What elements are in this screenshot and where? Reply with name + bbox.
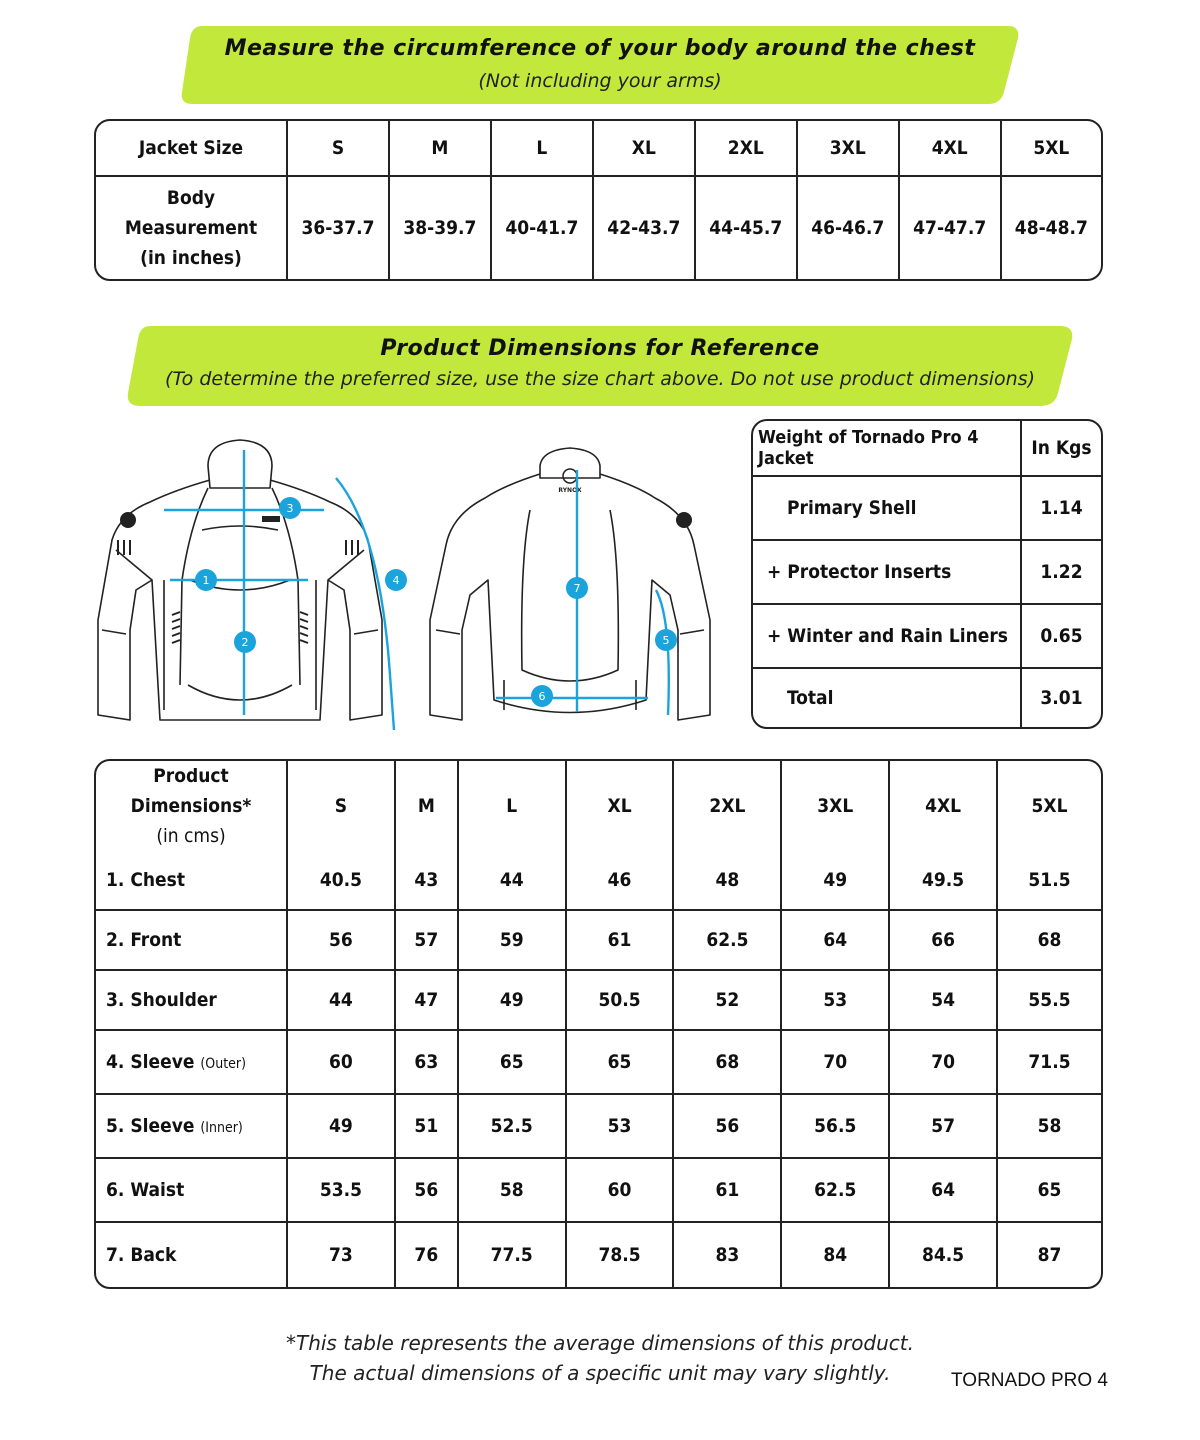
dimensions-value-cell: 46 — [567, 851, 675, 911]
size-header-cell: S — [288, 761, 396, 851]
dimensions-value-cell: 63 — [396, 1031, 459, 1095]
marker-4-icon — [385, 569, 407, 591]
dimensions-value-cell: 47 — [396, 971, 459, 1031]
weight-row-label: Primary Shell — [753, 477, 1022, 541]
dimensions-row — [96, 971, 1101, 1031]
product-dimensions-table — [94, 759, 1103, 1289]
dimensions-row-label: 5. Sleeve — [106, 1115, 195, 1137]
dimensions-value-cell: 60 — [567, 1159, 675, 1223]
size-header-cell: 3XL — [798, 121, 900, 177]
dimensions-value-cell: 52.5 — [459, 1095, 567, 1159]
back-brand-mark: RYNOX — [558, 487, 582, 494]
dimensions-value-cell: 58 — [998, 1095, 1101, 1159]
size-header-cell: 5XL — [1002, 121, 1101, 177]
size-header-cell: XL — [594, 121, 696, 177]
marker-7-icon — [566, 577, 588, 599]
dimensions-row-label-cell — [96, 1159, 288, 1223]
back-logo-icon — [563, 469, 577, 483]
weight-header-row — [753, 421, 1101, 477]
dimensions-row — [96, 1159, 1101, 1223]
dimensions-value-cell: 49.5 — [890, 851, 998, 911]
dimensions-row-label: 2. Front — [106, 929, 182, 951]
dimensions-row-label: 7. Back — [106, 1244, 177, 1266]
dimensions-value-cell: 44 — [288, 971, 396, 1031]
size-header-cell: 4XL — [890, 761, 998, 851]
size-header-cell: 2XL — [696, 121, 798, 177]
weight-row-value: 1.22 — [1022, 541, 1101, 605]
marker-1-icon — [195, 569, 217, 591]
marker-label: 1 — [202, 574, 210, 587]
dimensions-value-cell: 57 — [396, 911, 459, 971]
weight-table — [751, 419, 1103, 729]
dimensions-value-cell: 52 — [674, 971, 782, 1031]
body-measurement-value: 48-48.7 — [1014, 217, 1088, 239]
dimensions-row-note: (Inner) — [200, 1120, 243, 1136]
body-measurement-value: 47-47.7 — [900, 177, 1002, 279]
dimensions-value-cell: 62.5 — [782, 1159, 890, 1223]
front-logo-patch — [262, 516, 280, 522]
dimensions-value-cell: 54 — [890, 971, 998, 1031]
chest-banner-subtitle: (Not including your arms) — [478, 70, 722, 92]
dimensions-value-cell: 44 — [459, 851, 567, 911]
dimensions-value-cell: 84.5 — [890, 1223, 998, 1287]
footnote-line-2: The actual dimensions of a specific unit may vary slightly. — [309, 1361, 891, 1385]
dimensions-banner — [126, 322, 1074, 408]
dimensions-value-cell: 65 — [567, 1031, 675, 1095]
marker-3-icon — [279, 497, 301, 519]
dimensions-value-cell: 64 — [782, 911, 890, 971]
dimensions-value-cell: 62.5 — [674, 911, 782, 971]
dimensions-row-label-cell — [96, 1095, 288, 1159]
body-measurement-value: 46-46.7 — [798, 177, 900, 279]
dimensions-value-cell: 51 — [396, 1095, 459, 1159]
body-measurement-value: 44-45.7 — [696, 177, 798, 279]
dimensions-value-cell: 70 — [782, 1031, 890, 1095]
marker-label: 7 — [573, 582, 581, 595]
size-header-cell: M — [390, 121, 492, 177]
footnote-line-1: *This table represents the average dimensions of this product. — [285, 1331, 914, 1355]
size-chart-header-label: Jacket Size — [96, 121, 288, 177]
dimensions-value-cell: 40.5 — [288, 851, 396, 911]
dimensions-row-label: 4. Sleeve — [106, 1051, 195, 1073]
dimensions-value-cell: 53 — [782, 971, 890, 1031]
product-name-tag: TORNADO PRO 4 — [951, 1370, 1108, 1391]
dimensions-header-unit: (in cms) — [156, 825, 226, 847]
dimensions-row — [96, 1223, 1101, 1287]
dimensions-header-row — [96, 761, 1101, 851]
dimensions-value-cell: 56.5 — [782, 1095, 890, 1159]
dimensions-value-cell: 87 — [1037, 1244, 1062, 1266]
jacket-illustration — [90, 430, 730, 730]
dimensions-value-cell: 49 — [288, 1095, 396, 1159]
weight-row — [753, 605, 1101, 669]
body-measurement-value: 38-39.7 — [390, 177, 492, 279]
marker-label: 2 — [241, 636, 249, 649]
weight-row-value: 3.01 — [1040, 687, 1083, 709]
dimensions-row-label: 1. Chest — [106, 869, 185, 891]
body-measurement-label-line: Measurement — [124, 217, 258, 239]
dimensions-row-label-cell — [96, 1223, 288, 1287]
body-measurement-label-line: (in inches) — [140, 247, 242, 269]
dimensions-value-cell: 83 — [674, 1223, 782, 1287]
marker-5-icon — [655, 629, 677, 651]
weight-header-label: Weight of Tornado Pro 4 Jacket — [753, 421, 1022, 477]
body-measurement-row — [96, 177, 1101, 279]
body-measurement-value: 40-41.7 — [492, 177, 594, 279]
dimensions-row-label-cell — [96, 851, 288, 911]
weight-row-label: + Winter and Rain Liners — [753, 605, 1022, 669]
dimensions-value-cell: 53 — [567, 1095, 675, 1159]
dimensions-row-label-cell — [96, 911, 288, 971]
dimensions-value-cell: 59 — [459, 911, 567, 971]
dimensions-row — [96, 851, 1101, 911]
weight-row — [753, 477, 1101, 541]
dimensions-corner-cell — [96, 761, 288, 851]
dimensions-row-note: (Outer) — [200, 1056, 246, 1072]
chest-banner-title: Measure the circumference of your body around the chest — [224, 36, 976, 61]
size-header-cell: 2XL — [674, 761, 782, 851]
dimensions-value-cell: 84 — [782, 1223, 890, 1287]
size-header-cell: L — [492, 121, 594, 177]
dimensions-value-cell: 56 — [396, 1159, 459, 1223]
marker-label: 3 — [286, 502, 294, 515]
dimensions-value-cell: 49 — [459, 971, 567, 1031]
marker-label: 6 — [538, 690, 546, 703]
dimensions-value-cell: 55.5 — [998, 971, 1101, 1031]
weight-row-label: + Protector Inserts — [753, 541, 1022, 605]
dimensions-value-cell: 66 — [890, 911, 998, 971]
dimensions-row-label-cell — [96, 1031, 288, 1095]
dimensions-row-label-cell — [96, 971, 288, 1031]
dimensions-value-cell: 64 — [890, 1159, 998, 1223]
dimensions-value-cell: 49 — [782, 851, 890, 911]
dimensions-value-cell: 56 — [288, 911, 396, 971]
size-header-cell: XL — [567, 761, 675, 851]
shoulder-emblem-icon — [676, 512, 692, 528]
dimensions-value-cell: 58 — [459, 1159, 567, 1223]
banner-shape — [180, 22, 1020, 106]
dimensions-row — [96, 1031, 1101, 1095]
size-chart-header-row — [96, 121, 1101, 177]
marker-6-icon — [531, 685, 553, 707]
dimensions-value-cell: 68 — [674, 1031, 782, 1095]
dimensions-value-cell: 57 — [890, 1095, 998, 1159]
dimensions-value-cell: 76 — [396, 1223, 459, 1287]
size-header-cell: 5XL — [1031, 795, 1068, 817]
dimensions-header-title: Product Dimensions* — [130, 765, 252, 817]
dimensions-value-cell: 65 — [998, 1159, 1101, 1223]
dimensions-banner-title: Product Dimensions for Reference — [380, 336, 820, 361]
size-header-cell: L — [459, 761, 567, 851]
dimensions-value-cell: 60 — [288, 1031, 396, 1095]
dimensions-banner-subtitle: (To determine the preferred size, use the size chart above. Do not use product dimensions) — [164, 368, 1036, 390]
dimensions-value-cell: 48 — [674, 851, 782, 911]
weight-unit-label: In Kgs — [1022, 421, 1101, 477]
dimensions-value-cell: 53.5 — [288, 1159, 396, 1223]
weight-row-value: 0.65 — [1022, 605, 1101, 669]
body-measurement-value: 42-43.7 — [594, 177, 696, 279]
size-header-cell: 3XL — [782, 761, 890, 851]
weight-row — [753, 669, 1101, 727]
dimensions-value-cell: 65 — [459, 1031, 567, 1095]
dimensions-value-cell: 43 — [396, 851, 459, 911]
body-measurement-label-line: Body — [166, 187, 216, 209]
shoulder-emblem-icon — [120, 512, 136, 528]
body-measurement-value: 36-37.7 — [288, 177, 390, 279]
dimensions-value-cell: 50.5 — [567, 971, 675, 1031]
weight-row-value: 1.14 — [1022, 477, 1101, 541]
dimensions-value-cell: 56 — [674, 1095, 782, 1159]
dimensions-row-label: 6. Waist — [106, 1179, 185, 1201]
dimensions-value-cell: 71.5 — [998, 1031, 1101, 1095]
size-header-cell: S — [288, 121, 390, 177]
marker-label: 5 — [662, 634, 670, 647]
weight-row-label: Total — [753, 669, 1022, 727]
dimensions-value-cell: 61 — [567, 911, 675, 971]
size-header-cell: 4XL — [900, 121, 1002, 177]
dimensions-value-cell: 68 — [998, 911, 1101, 971]
dimensions-row — [96, 1095, 1101, 1159]
banner-shape — [126, 322, 1074, 408]
dimensions-row-label: 3. Shoulder — [106, 989, 217, 1011]
dimensions-value-cell: 61 — [674, 1159, 782, 1223]
size-chart-table — [94, 119, 1103, 281]
dimensions-value-cell: 51.5 — [998, 851, 1101, 911]
dimensions-value-cell: 78.5 — [567, 1223, 675, 1287]
dimensions-value-cell: 77.5 — [459, 1223, 567, 1287]
marker-2-icon — [234, 631, 256, 653]
marker-label: 4 — [392, 574, 400, 587]
body-measurement-label — [96, 177, 288, 279]
dimensions-row — [96, 911, 1101, 971]
dimensions-value-cell: 73 — [288, 1223, 396, 1287]
size-header-cell: M — [396, 761, 459, 851]
weight-row — [753, 541, 1101, 605]
chest-banner — [180, 22, 1020, 106]
dimensions-value-cell: 70 — [890, 1031, 998, 1095]
